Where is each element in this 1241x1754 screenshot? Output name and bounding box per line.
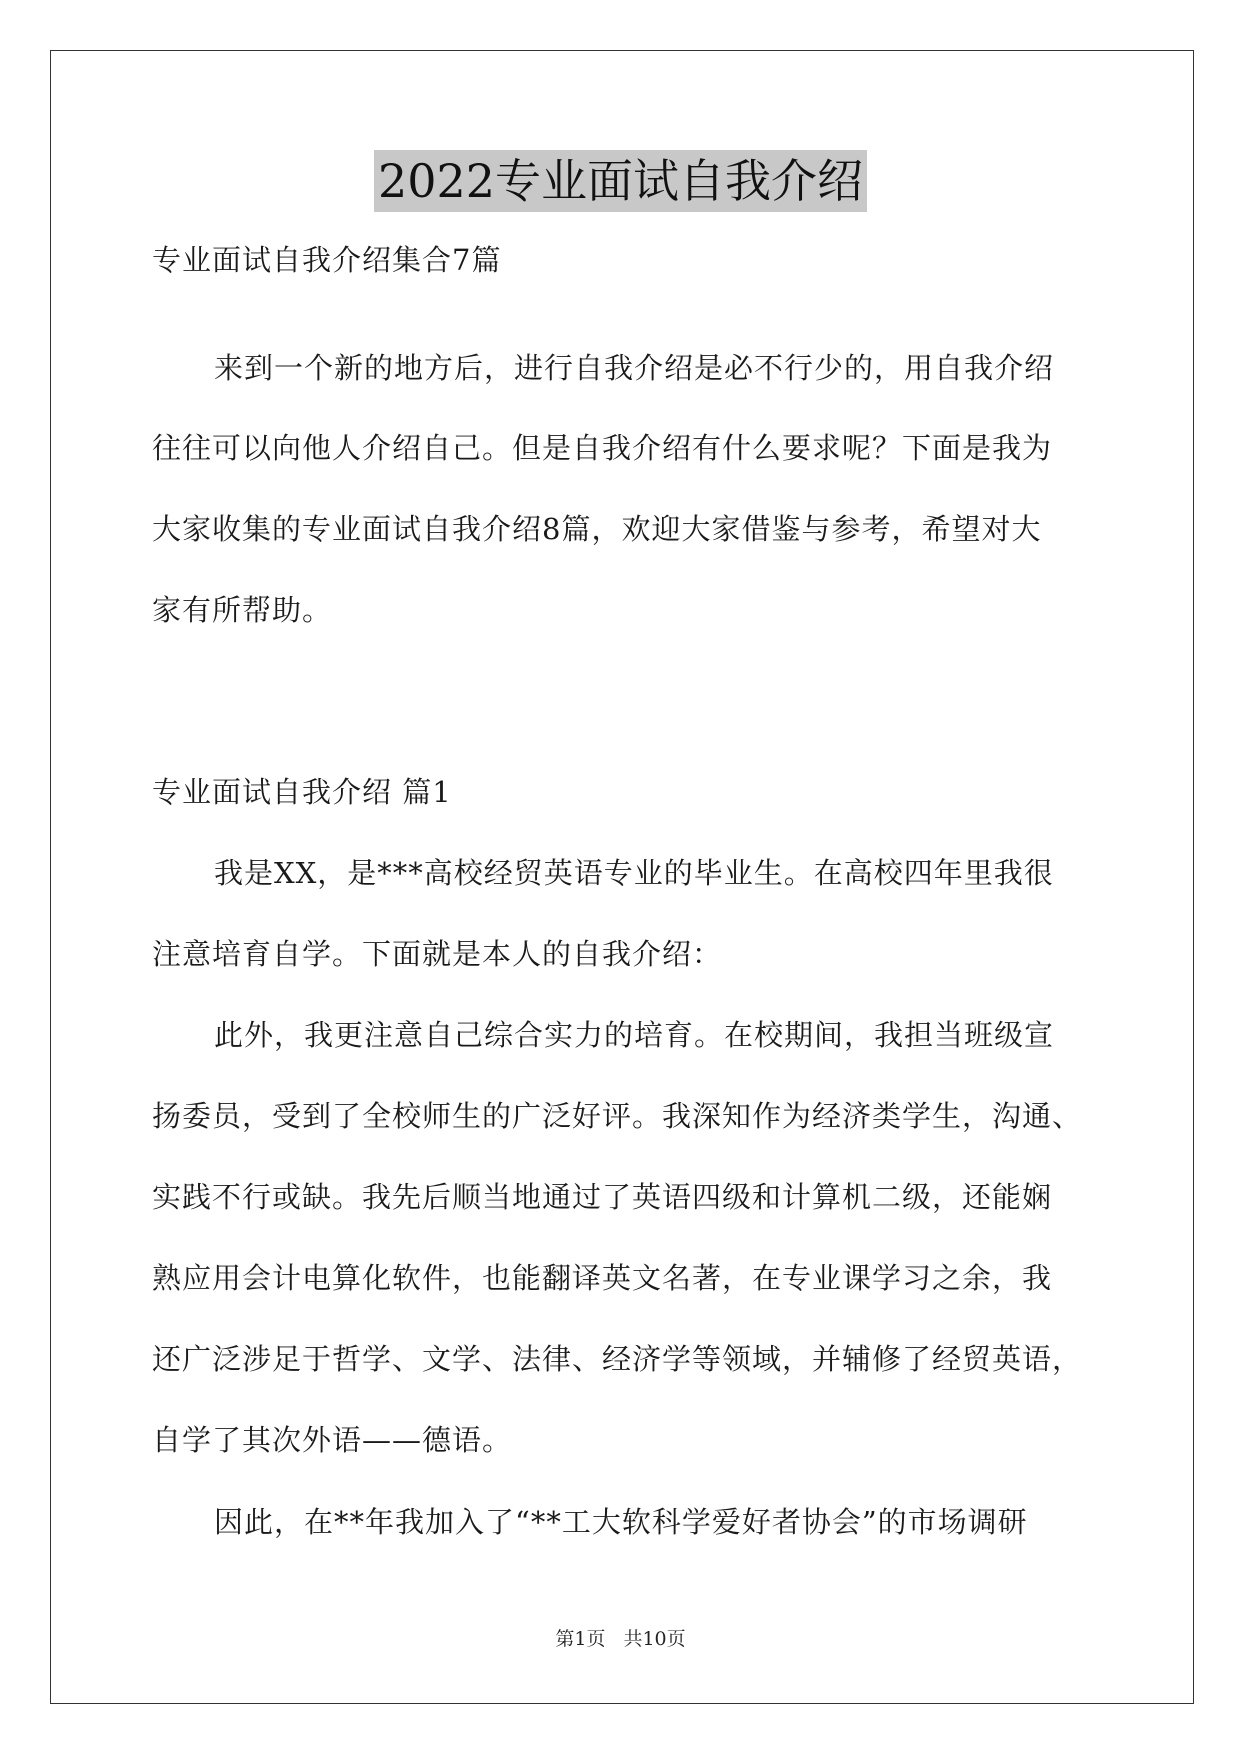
document-title: 2022专业面试自我介绍 <box>374 150 867 212</box>
paragraph-line: 实践不行或缺。我先后顺当地通过了英语四级和计算机二级，还能娴 <box>152 1180 1053 1214</box>
paragraph-line: 往往可以向他人介绍自己。但是自我介绍有什么要求呢？下面是我为 <box>152 431 1053 465</box>
paragraph-line: 我是XX，是***高校经贸英语专业的毕业生。在高校四年里我很 <box>214 856 1054 890</box>
section-heading: 专业面试自我介绍 篇1 <box>152 775 452 809</box>
page-number: 第1页 <box>555 1628 606 1650</box>
paragraph-line: 还广泛涉足于哲学、文学、法律、经济学等领域，并辅修了经贸英语， <box>152 1342 1083 1376</box>
paragraph-line: 自学了其次外语——德语。 <box>152 1423 513 1457</box>
page-total: 共10页 <box>623 1628 686 1650</box>
paragraph-line: 注意培育自学。下面就是本人的自我介绍： <box>152 937 723 971</box>
paragraph-line: 此外，我更注意自己综合实力的培育。在校期间，我担当班级宣 <box>214 1018 1055 1052</box>
page-footer <box>0 1626 1241 1652</box>
paragraph-line: 扬委员，受到了全校师生的广泛好评。我深知作为经济类学生，沟通、 <box>152 1099 1083 1133</box>
paragraph-line: 来到一个新的地方后，进行自我介绍是必不行少的，用自我介绍 <box>214 351 1055 385</box>
paragraph-line: 大家收集的专业面试自我介绍8篇，欢迎大家借鉴与参考，希望对大 <box>152 512 1042 546</box>
paragraph-line: 家有所帮助。 <box>152 593 333 627</box>
title-container <box>0 150 1241 212</box>
subtitle-line: 专业面试自我介绍集合7篇 <box>152 243 502 277</box>
paragraph-line: 熟应用会计电算化软件，也能翻译英文名著，在专业课学习之余，我 <box>152 1261 1053 1295</box>
paragraph-line: 因此，在**年我加入了“**工大软科学爱好者协会”的市场调研 <box>214 1505 1028 1539</box>
